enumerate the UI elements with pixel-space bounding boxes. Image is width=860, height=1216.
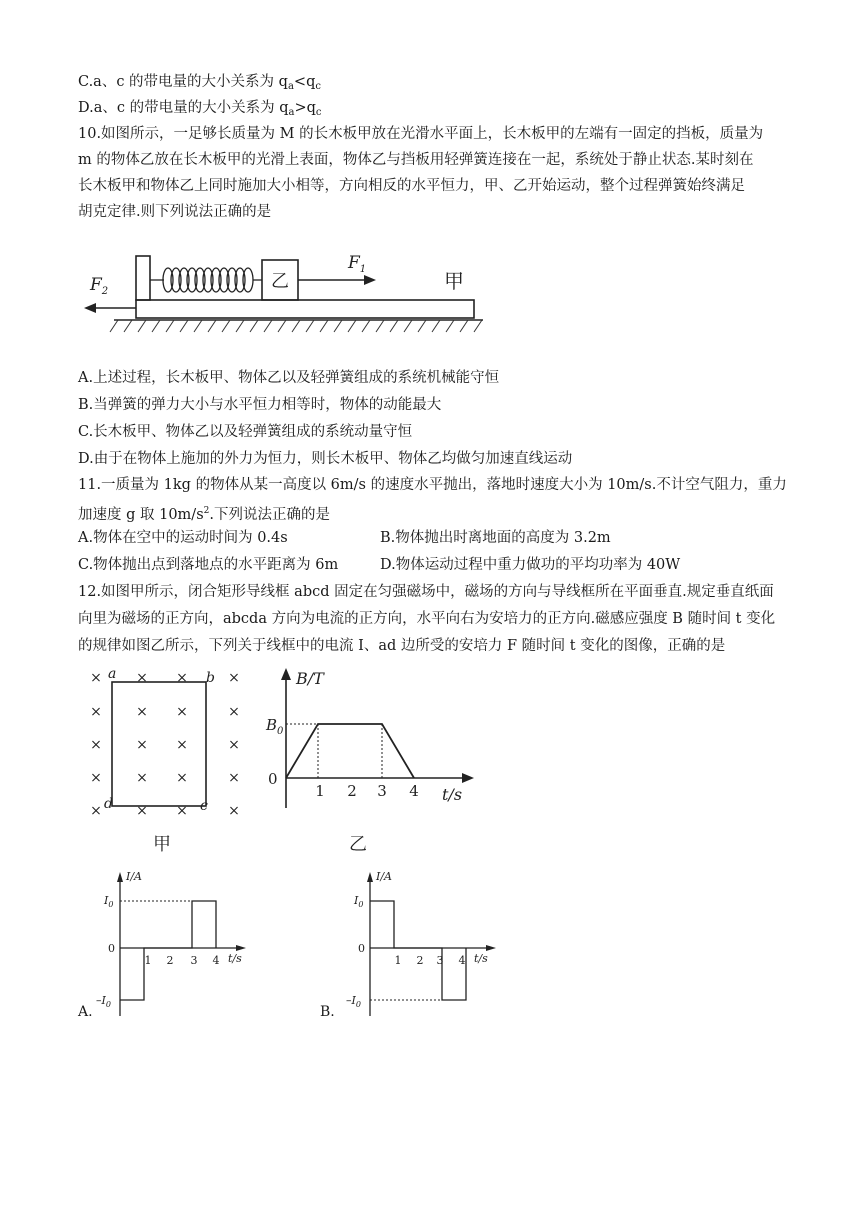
a-origin: 0 xyxy=(108,942,115,955)
q10-stem-line2: m 的物体乙放在长木板甲的光滑上表面，物体乙与挡板用轻弹簧连接在一起，系统处于静止状态.某时刻在 xyxy=(78,152,754,168)
a-tick-2: 2 xyxy=(166,954,174,967)
svg-text:×: × xyxy=(90,803,102,819)
f1-arrowhead xyxy=(364,275,376,285)
q12-stem-line2: 向里为磁场的正方向，abcda 方向为电流的正方向，水平向右为安培力的正方向.磁感应强度 B 随时间 t 变化 xyxy=(78,611,776,627)
q10-figure xyxy=(78,250,498,340)
svg-text:×: × xyxy=(176,704,188,720)
svg-text:×: × xyxy=(176,737,188,753)
q11-option-d: D.物体运动过程中重力做功的平均功率为 40W xyxy=(380,557,681,573)
q11-stem-line1: 11.一质量为 1kg 的物体从某一高度以 6m/s 的速度水平抛出，落地时速度大小为 10m/s.不计空气阻力，重力 xyxy=(78,477,787,493)
option-c-q9: C.a、c 的带电量的大小关系为 $q_a<q_c$ xyxy=(78,74,321,92)
tick-1: 1 xyxy=(315,782,325,800)
baffle xyxy=(136,256,150,300)
q10-stem-line4: 胡克定律.则下列说法正确的是 xyxy=(78,204,272,220)
q10-stem-line1: 10.如图所示，一足够长质量为 M 的长木板甲放在光滑水平面上，长木板甲的左端有一固定的挡板，质量为 xyxy=(78,126,764,142)
origin-label: 0 xyxy=(268,770,278,788)
corner-d: d xyxy=(104,796,113,812)
q12-figure-jia xyxy=(86,668,256,858)
b-curve xyxy=(286,724,414,778)
corner-c: c xyxy=(200,798,208,814)
svg-text:×: × xyxy=(136,670,148,686)
board-jia-label: 甲 xyxy=(444,269,464,293)
a-tick-3: 3 xyxy=(190,954,198,967)
svg-text:×: × xyxy=(176,670,188,686)
b-ylabel: I/A xyxy=(376,870,392,883)
svg-text:×: × xyxy=(90,704,102,720)
f1-label: $F_1$ xyxy=(348,253,367,275)
b0-label: $B_0$ xyxy=(266,716,284,737)
t-axis-label: t/s xyxy=(442,785,463,804)
svg-text:×: × xyxy=(176,803,188,819)
caption-yi: 乙 xyxy=(349,834,367,855)
svg-text:×: × xyxy=(228,670,240,686)
option-b-graph xyxy=(346,868,530,1018)
b-ni0: $-I_0$ xyxy=(346,994,361,1009)
option-a-label: A. xyxy=(78,1004,93,1020)
svg-text:×: × xyxy=(228,704,240,720)
q11-option-b: B.物体抛出时离地面的高度为 3.2m xyxy=(380,530,611,546)
f2-arrowhead xyxy=(84,303,96,313)
q12-stem-line1: 12.如图甲所示，闭合矩形导线框 abcd 固定在匀强磁场中，磁场的方向与导线框所在平面垂直.规定垂直纸面 xyxy=(78,584,774,600)
a-i0: $I_0$ xyxy=(104,894,114,909)
q10-stem-line3: 长木板甲和物体乙上同时施加大小相等，方向相反的水平恒力，甲、乙开始运动，整个过程弹簧始终满足 xyxy=(78,178,745,194)
svg-text:×: × xyxy=(228,737,240,753)
spring xyxy=(150,268,262,292)
svg-text:×: × xyxy=(136,737,148,753)
a-ni0: $-I_0$ xyxy=(96,994,111,1009)
q11-options-row1 xyxy=(78,528,778,548)
a-ylabel: I/A xyxy=(126,870,142,883)
b-axis-label: B/T xyxy=(296,669,324,688)
svg-text:×: × xyxy=(90,770,102,786)
svg-text:×: × xyxy=(228,803,240,819)
q12-figure-yi xyxy=(262,668,482,858)
a-tick-4: 4 xyxy=(212,954,220,967)
a-tick-1: 1 xyxy=(144,954,152,967)
wire-frame-abcd xyxy=(112,682,206,806)
svg-text:×: × xyxy=(90,670,102,686)
q11-option-c: C.物体抛出点到落地点的水平距离为 6m xyxy=(78,557,339,573)
q10-option-a: A.上述过程，长木板甲、物体乙以及轻弹簧组成的系统机械能守恒 xyxy=(78,370,500,386)
f2-label: $F_2$ xyxy=(90,275,109,297)
q11-option-a: A.物体在空中的运动时间为 0.4s xyxy=(78,530,288,546)
b-origin: 0 xyxy=(358,942,365,955)
svg-text:×: × xyxy=(136,770,148,786)
q10-option-b: B.当弹簧的弹力大小与水平恒力相等时，物体的动能最大 xyxy=(78,397,442,413)
svg-text:×: × xyxy=(90,737,102,753)
corner-a: a xyxy=(108,666,117,682)
svg-text:×: × xyxy=(176,770,188,786)
a-current-curve xyxy=(120,901,216,1000)
option-b-label: B. xyxy=(320,1004,335,1020)
svg-text:×: × xyxy=(136,704,148,720)
b-xlabel: t/s xyxy=(474,952,488,965)
option-a-graph xyxy=(96,868,280,1018)
tick-2: 2 xyxy=(347,782,357,800)
q10-option-c: C.长木板甲、物体乙以及轻弹簧组成的系统动量守恒 xyxy=(78,424,413,440)
q12-stem-line3: 的规律如图乙所示，下列关于线框中的电流 I、ad 边所受的安培力 F 随时间 t 变化的图像，正确的是 xyxy=(78,638,726,654)
b-current-curve xyxy=(370,901,466,1000)
q11-stem-line2: 加速度 g 取 $10m/s^2$.下列说法正确的是 xyxy=(78,506,330,523)
b-tick-4: 4 xyxy=(458,954,466,967)
b-i0: $I_0$ xyxy=(354,894,364,909)
caption-jia: 甲 xyxy=(153,834,171,855)
q10-option-d: D.由于在物体上施加的外力为恒力，则长木板甲、物体乙均做匀加速直线运动 xyxy=(78,451,573,467)
option-d-q9: D.a、c 的带电量的大小关系为 $q_a>q_c$ xyxy=(78,100,322,118)
board-jia xyxy=(136,300,474,318)
b-tick-3: 3 xyxy=(436,954,444,967)
q11-options-row2 xyxy=(78,555,778,575)
block-yi-label: 乙 xyxy=(271,271,289,292)
tick-4: 4 xyxy=(409,782,419,800)
corner-b: b xyxy=(206,670,215,686)
tick-3: 3 xyxy=(377,782,387,800)
svg-text:×: × xyxy=(228,770,240,786)
b-tick-1: 1 xyxy=(394,954,402,967)
a-xlabel: t/s xyxy=(228,952,242,965)
svg-text:×: × xyxy=(136,803,148,819)
b-tick-2: 2 xyxy=(416,954,424,967)
